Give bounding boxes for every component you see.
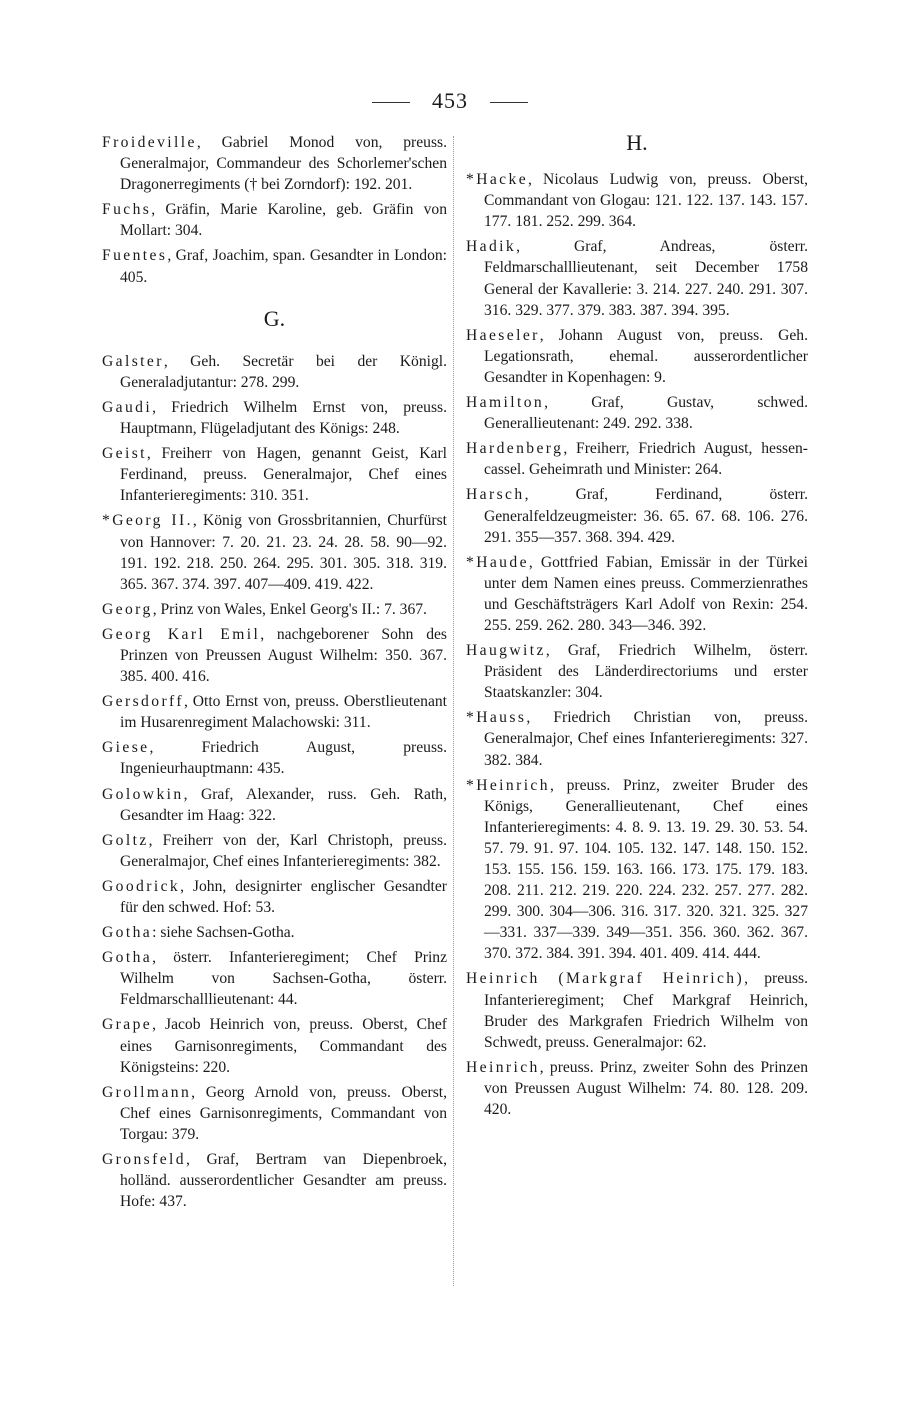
entry-text: , Freiherr, Friedrich August, hessen-cassel. Geheimrath und Minister: 264. [484, 440, 808, 479]
index-entry [102, 510, 447, 594]
index-entry [102, 199, 447, 241]
entry-text: , Graf, Ferdinand, österr. Generalfeldzeugmeister: 36. 65. 67. 68. 106. 276. 291. 355—357. 368. 394. 429. [484, 486, 808, 546]
index-entry [102, 245, 447, 287]
entry-name: Giese [102, 739, 150, 757]
index-entry [466, 438, 808, 480]
entry-name: Gaudi [102, 398, 153, 416]
entry-text: , Prinz von Wales, Enkel Georg's II.: 7. 367. [152, 600, 427, 618]
entry-name: Goodrick [102, 877, 181, 895]
right-column [466, 132, 808, 1124]
entry-name: Gotha [102, 924, 153, 942]
entry-name: Grollmann [102, 1083, 192, 1101]
entry-text: , Graf, Alexander, russ. Geh. Rath, Gesandter im Haag: 322. [120, 785, 447, 824]
entry-name: Georg [102, 600, 153, 618]
entry-name: Haugwitz [466, 642, 546, 660]
entry-name: Geist [102, 445, 147, 463]
index-entry [102, 830, 447, 872]
left-top-entries [102, 132, 447, 288]
index-entry [466, 1057, 808, 1120]
entry-text: , John, designirter englischer Gesandter für den schwed. Hof: 53. [120, 877, 447, 916]
index-entry [466, 392, 808, 434]
entry-name: Hadik [466, 238, 517, 256]
header-rule-right [490, 102, 528, 103]
entry-name: Grape [102, 1016, 153, 1034]
entry-name: Galster [102, 352, 164, 370]
index-entry [102, 624, 447, 687]
index-entry [102, 397, 447, 439]
entry-text: : siehe Sachsen-Gotha. [152, 924, 295, 942]
entry-text: , Geh. Secretär bei der Königl. Generaladjutantur: 278. 299. [120, 352, 447, 391]
entry-text: , Freiherr von der, Karl Christoph, preuss. Generalmajor, Chef eines Infanterieregiments: 382. [120, 831, 447, 870]
entry-name: *Haude [466, 553, 529, 571]
section-heading-h: H. [626, 130, 648, 155]
h-entries [466, 169, 808, 1120]
index-entry [102, 599, 447, 620]
index-entry [102, 351, 447, 393]
index-entry [102, 947, 447, 1010]
entry-name: *Hacke [466, 171, 529, 189]
entry-name: Harsch [466, 486, 525, 504]
entry-text: , preuss. Prinz, zweiter Sohn des Prinzen von Preussen August Wilhelm: 74. 80. 128. 209. 420. [484, 1058, 808, 1119]
page-header [0, 88, 900, 114]
index-entry [466, 775, 808, 965]
entry-text: , Otto Ernst von, preuss. Oberstlieutenant im Husarenregiment Malachowski: 311. [120, 693, 447, 732]
section-heading-g: G. [263, 305, 286, 331]
index-entry [102, 132, 447, 195]
index-entry [466, 484, 808, 547]
index-entry [466, 236, 808, 320]
entry-text: , Freiherr von Hagen, genannt Geist, Karl Ferdinand, preuss. Generalmajor, Chef eines Infanterieregiments: 310. 351. [120, 445, 447, 505]
index-entry [466, 169, 808, 232]
page-number: 453 [432, 88, 468, 113]
entry-text: , Friedrich August, preuss. Ingenieurhauptmann: 435. [120, 739, 447, 778]
entry-text: , Johann August von, preuss. Geh. Legationsrath, ehemal. ausserordentlicher Gesandter in Kopenhagen: 9. [484, 326, 808, 386]
entry-name: Hamilton [466, 394, 545, 412]
index-entry [102, 1149, 447, 1212]
entry-name: Georg Karl Emil [102, 625, 261, 643]
index-entry [102, 1082, 447, 1145]
entry-text: , preuss. Infanterieregiment; Chef Markgraf Heinrich, Bruder des Markgrafen Friedrich Wilhelm von Schwedt, preuss. Generalmajor: 62. [484, 970, 808, 1051]
entry-name: Haeseler [466, 326, 540, 344]
index-entry [102, 784, 447, 826]
entry-text: , Graf, Friedrich Wilhelm, österr. Präsident des Länderdirectoriums und erster Staatskanzler: 304. [484, 642, 808, 702]
index-entry [466, 968, 808, 1052]
entry-text: , König von Grossbritannien, Churfürst von Hannover: 7. 20. 21. 23. 24. 28. 58. 90—92. 191. 192. 218. 250. 264. 295. 301. 305. 318. 319. 365. 367. 374. 397. 407—409. 419. 422. [120, 512, 447, 593]
entry-text: , preuss. Prinz, zweiter Bruder des Königs, Generallieutenant, Chef eines Infanterieregiments: 4. 8. 9. 13. 19. 29. 30. 53. 54. 57. 79. 91. 97. 104. 105. 132. 147. 148. 150. 152. 153. 155. 156. 159. 163. 166. 173. 175. 179. 183. 208. 211. 212. 219. 220. 224. 232. 257. 277. 282. 299. 300. 304—306. 316. 317. 320. 321. 325. 327—331. 337—339. 349—351. 356. 360. 362. 367. 370. 372. 384. 391. 394. 401. 409. 414. 444. [484, 776, 808, 963]
index-entry [466, 552, 808, 636]
entry-name: Froideville [102, 134, 197, 151]
entry-name: Gersdorff [102, 693, 184, 711]
entry-name: *Georg II. [102, 512, 193, 530]
column-divider [453, 136, 454, 1286]
header-rule-left [372, 102, 410, 103]
index-entry [466, 707, 808, 770]
entry-name: Fuchs [102, 201, 152, 219]
entry-name: Gotha [102, 949, 153, 967]
g-entries [102, 351, 447, 1213]
index-entry [102, 737, 447, 779]
index-entry [102, 1014, 447, 1077]
entry-text: , Georg Arnold von, preuss. Oberst, Chef eines Garnisonregiments, Commandant von Torgau: 379. [120, 1083, 447, 1143]
entry-text: , Graf, Bertram van Diepenbroek, holländ. ausserordentlicher Gesandter am preuss. Hofe: 437. [120, 1151, 447, 1211]
index-entry [102, 443, 447, 506]
entry-name: *Hauss [466, 709, 527, 727]
entry-text: , Gabriel Monod von, preuss. Generalmajor, Commandeur des Schorlemer'schen Dragonerregiments († bei Zorndorf): 192. 201. [120, 134, 447, 194]
entry-name: Goltz [102, 831, 149, 849]
entry-text: , Graf, Gustav, schwed. Generallieutenant: 249. 292. 338. [484, 394, 808, 433]
entry-name: Fuentes [102, 247, 168, 265]
index-entry [466, 640, 808, 703]
entry-text: , Friedrich Wilhelm Ernst von, preuss. Hauptmann, Flügeladjutant des Königs: 248. [120, 398, 447, 438]
entry-text: , Graf, Joachim, span. Gesandter in London: 405. [120, 247, 447, 286]
entry-name: Heinrich [466, 1058, 540, 1076]
left-column [102, 132, 447, 1216]
entry-name: Gronsfeld [102, 1151, 186, 1169]
entry-name: Heinrich (Markgraf Heinrich) [466, 970, 745, 988]
entry-text: , Friedrich Christian von, preuss. Generalmajor, Chef eines Infanterieregiments: 327. 382. 384. [484, 709, 808, 769]
entry-name: Hardenberg [466, 440, 564, 458]
entry-text: , Gräfin, Marie Karoline, geb. Gräfin von Mollart: 304. [120, 201, 447, 240]
entry-text: , Graf, Andreas, österr. Feldmarschalllieutenant, seit December 1758 General der Kavallerie: 3. 214. 227. 240. 291. 307. 316. 329. 377. 379. 383. 387. 394. 395. [484, 238, 808, 319]
entry-text: , Nicolaus Ludwig von, preuss. Oberst, Commandant von Glogau: 121. 122. 137. 143. 157. 177. 181. 252. 299. 364. [484, 171, 808, 231]
index-entry [466, 325, 808, 388]
entry-name: *Heinrich [466, 776, 550, 794]
entry-text: , Gottfried Fabian, Emissär in der Türkei unter dem Namen eines preuss. Commerzienrathes und Geschäftsträgers Karl Adolf von Rexin: 254. 255. 259. 262. 280. 343—346. 392. [484, 553, 808, 634]
entry-text: , Jacob Heinrich von, preuss. Oberst, Chef eines Garnisonregiments, Commandant des Königsteins: 220. [120, 1016, 447, 1076]
index-entry [102, 691, 447, 733]
entry-text: , österr. Infanterieregiment; Chef Prinz Wilhelm von Sachsen-Gotha, österr. Feldmarschalllieutenant: 44. [120, 949, 447, 1009]
entry-text: , nachgeborener Sohn des Prinzen von Preussen August Wilhelm: 350. 367. 385. 400. 416. [120, 625, 447, 686]
index-entry [102, 922, 447, 943]
entry-name: Golowkin [102, 785, 184, 803]
index-entry [102, 876, 447, 918]
